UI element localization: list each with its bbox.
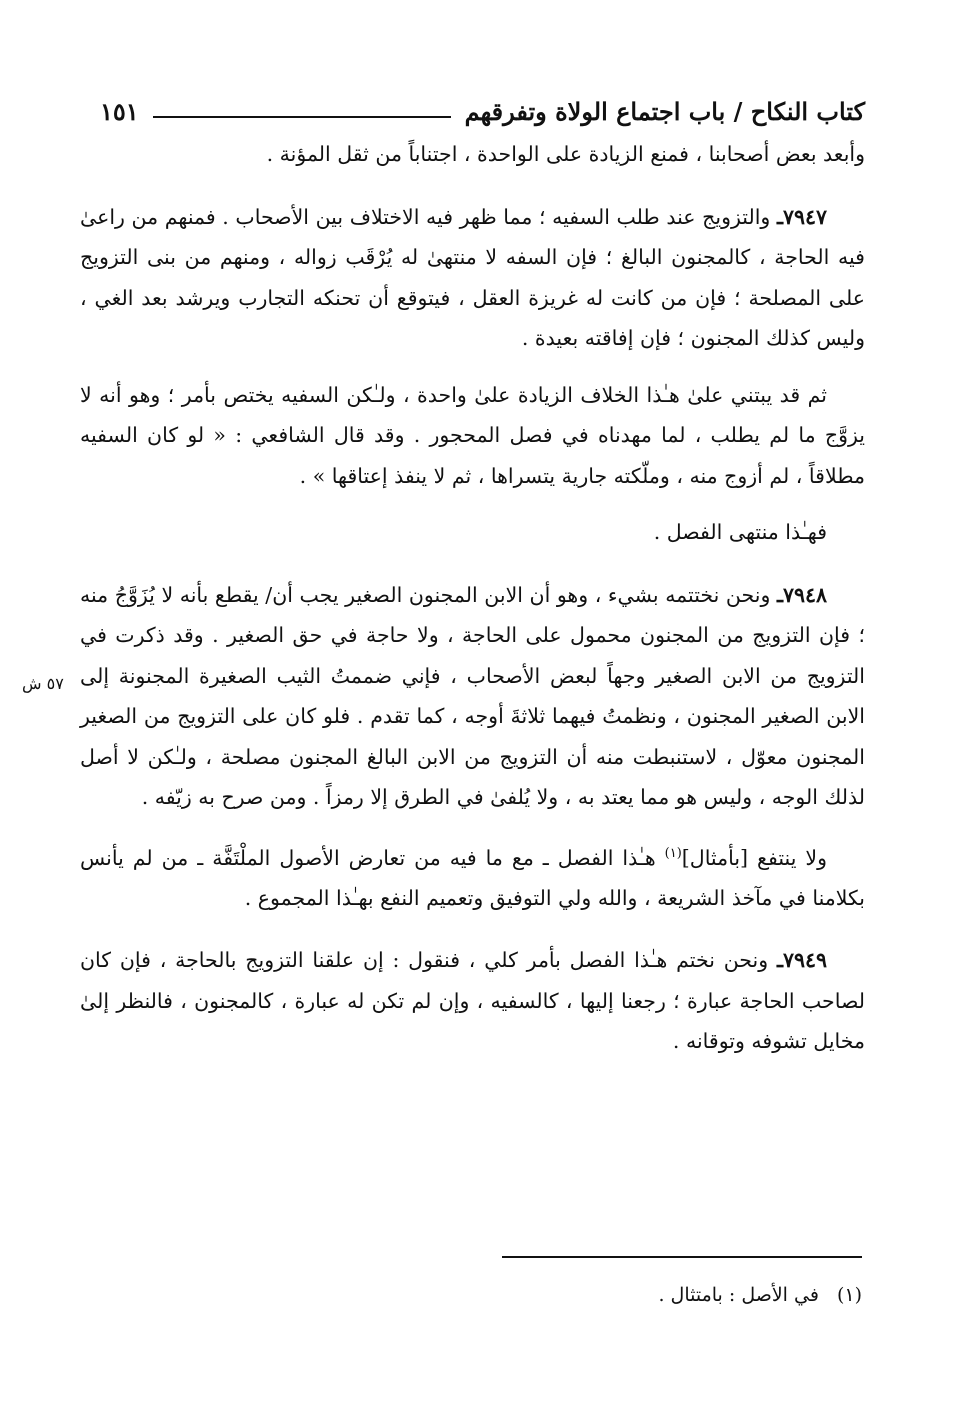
footnote-text: في الأصل : بامتثال . [658, 1284, 819, 1306]
header-title: كتاب النكاح / باب اجتماع الولاة وتفرقهم [464, 97, 865, 126]
paragraph [80, 834, 865, 919]
paragraph-text: ولا ينتفع [بأمثال] [681, 845, 827, 870]
paragraph [80, 375, 865, 497]
paragraph-text: فهـٰذا منتهى الفصل . [653, 520, 827, 544]
paragraph-text: وأبعد بعض أصحابنا ، فمنع الزيادة على الواحدة ، اجتناباً من ثقل المؤنة . [266, 142, 865, 166]
paragraph-text: والتزويج عند طلب السفيه ؛ مما ظهر فيه الاختلاف بين الأصحاب . فمنهم من راعىٰ فيه الحاجة ، كالمجنون البالغ ؛ فإن السفه لا منتهىٰ له يُرْقَب زواله ، ومنهم من بنى التزويج على المصلحة ؛ فإن من كانت له غريزة العقل ، فيتوقع أن تحنكه التجارب ويرشد بعد الغي ، وليس كذلك المجنون ؛ فإن إفاقته بعيدة . [80, 204, 865, 350]
footnote-number: (١) [836, 1284, 862, 1306]
header-rule [153, 116, 451, 118]
issue-number: ٧٩٤٩ـ [776, 948, 827, 973]
page-number: ١٥١ [100, 97, 139, 126]
margin-note: ٥٧ ش [22, 674, 64, 693]
paragraph-7948 [80, 575, 865, 818]
paragraph-continuation [80, 134, 865, 175]
footnote-rule [502, 1256, 862, 1258]
issue-number: ٧٩٤٧ـ [776, 204, 827, 229]
paragraph-7949 [80, 940, 865, 1062]
footnote [400, 1284, 862, 1306]
paragraph-text: ثم قد يبتني علىٰ هـٰذا الخلاف الزيادة علىٰ واحدة ، ولـٰكن السفيه يختص بأمر ؛ وهو أنه لا يزوَّج ما لم يطلب ، لما مهدناه في فصل المحجور . وقد قال الشافعي : « لو كان السفيه مطلاقاً ، لم أزوج منه ، وملّكته جارية يتسراها ، ثم لا ينفذ إعتاقها » . [80, 382, 865, 488]
paragraph-text: ونحن نختم هـٰذا الفصل بأمر كلي ، فنقول : إن علقنا التزويج بالحاجة ، فإن كان لصاحب الحاجة عبارة ؛ رجعنا إليها ، كالسفيه ، وإن لم تكن له عبارة ، كالمجنون ، فالنظر إلىٰ مخايل تشوفه وتوقانه . [80, 948, 865, 1054]
paragraph-text: هـٰذا الفصل ـ مع ما فيه من تعارض الأصول الملْتَفَّة ـ من لم يأنس بكلامنا في مآخذ الشريعة ، والله ولي التوفيق وتعميم النفع بهـٰذا المجموع . [80, 845, 865, 910]
body-text [80, 134, 865, 1062]
running-header [100, 86, 865, 126]
paragraph-7947 [80, 197, 865, 359]
footnote-ref: (١) [664, 845, 682, 861]
paragraph [80, 512, 865, 553]
issue-number: ٧٩٤٨ـ [776, 582, 827, 607]
paragraph-text: ونحن نختتمه بشيء ، وهو أن الابن المجنون الصغير يجب أن/ يقطع بأنه لا يُزَوَّجُ منه ؛ فإن التزويج من المجنون محمول على الحاجة ، ولا حاجة في حق الصغير . وقد ذكرت في التزويج من الابن الصغير وجهاً لبعض الأصحاب ، فإني ضممتُ الثيب الصغيرة المجنونة إلى الابن الصغير المجنون ، ونظمتُ فيهما ثلاثةَ أوجه ، كما تقدم . فلو كان على التزويج من الصغير المجنون معوّل ، لاستنبطت منه أن التزويج من الابن البالغ المجنون مصلحة ، ولـٰكن لا أصل لذلك الوجه ، وليس هو مما يعتد به ، ولا يُلفىٰ في الطرق إلا رمزاً . ومن صرح به زيّفه . [80, 582, 865, 809]
